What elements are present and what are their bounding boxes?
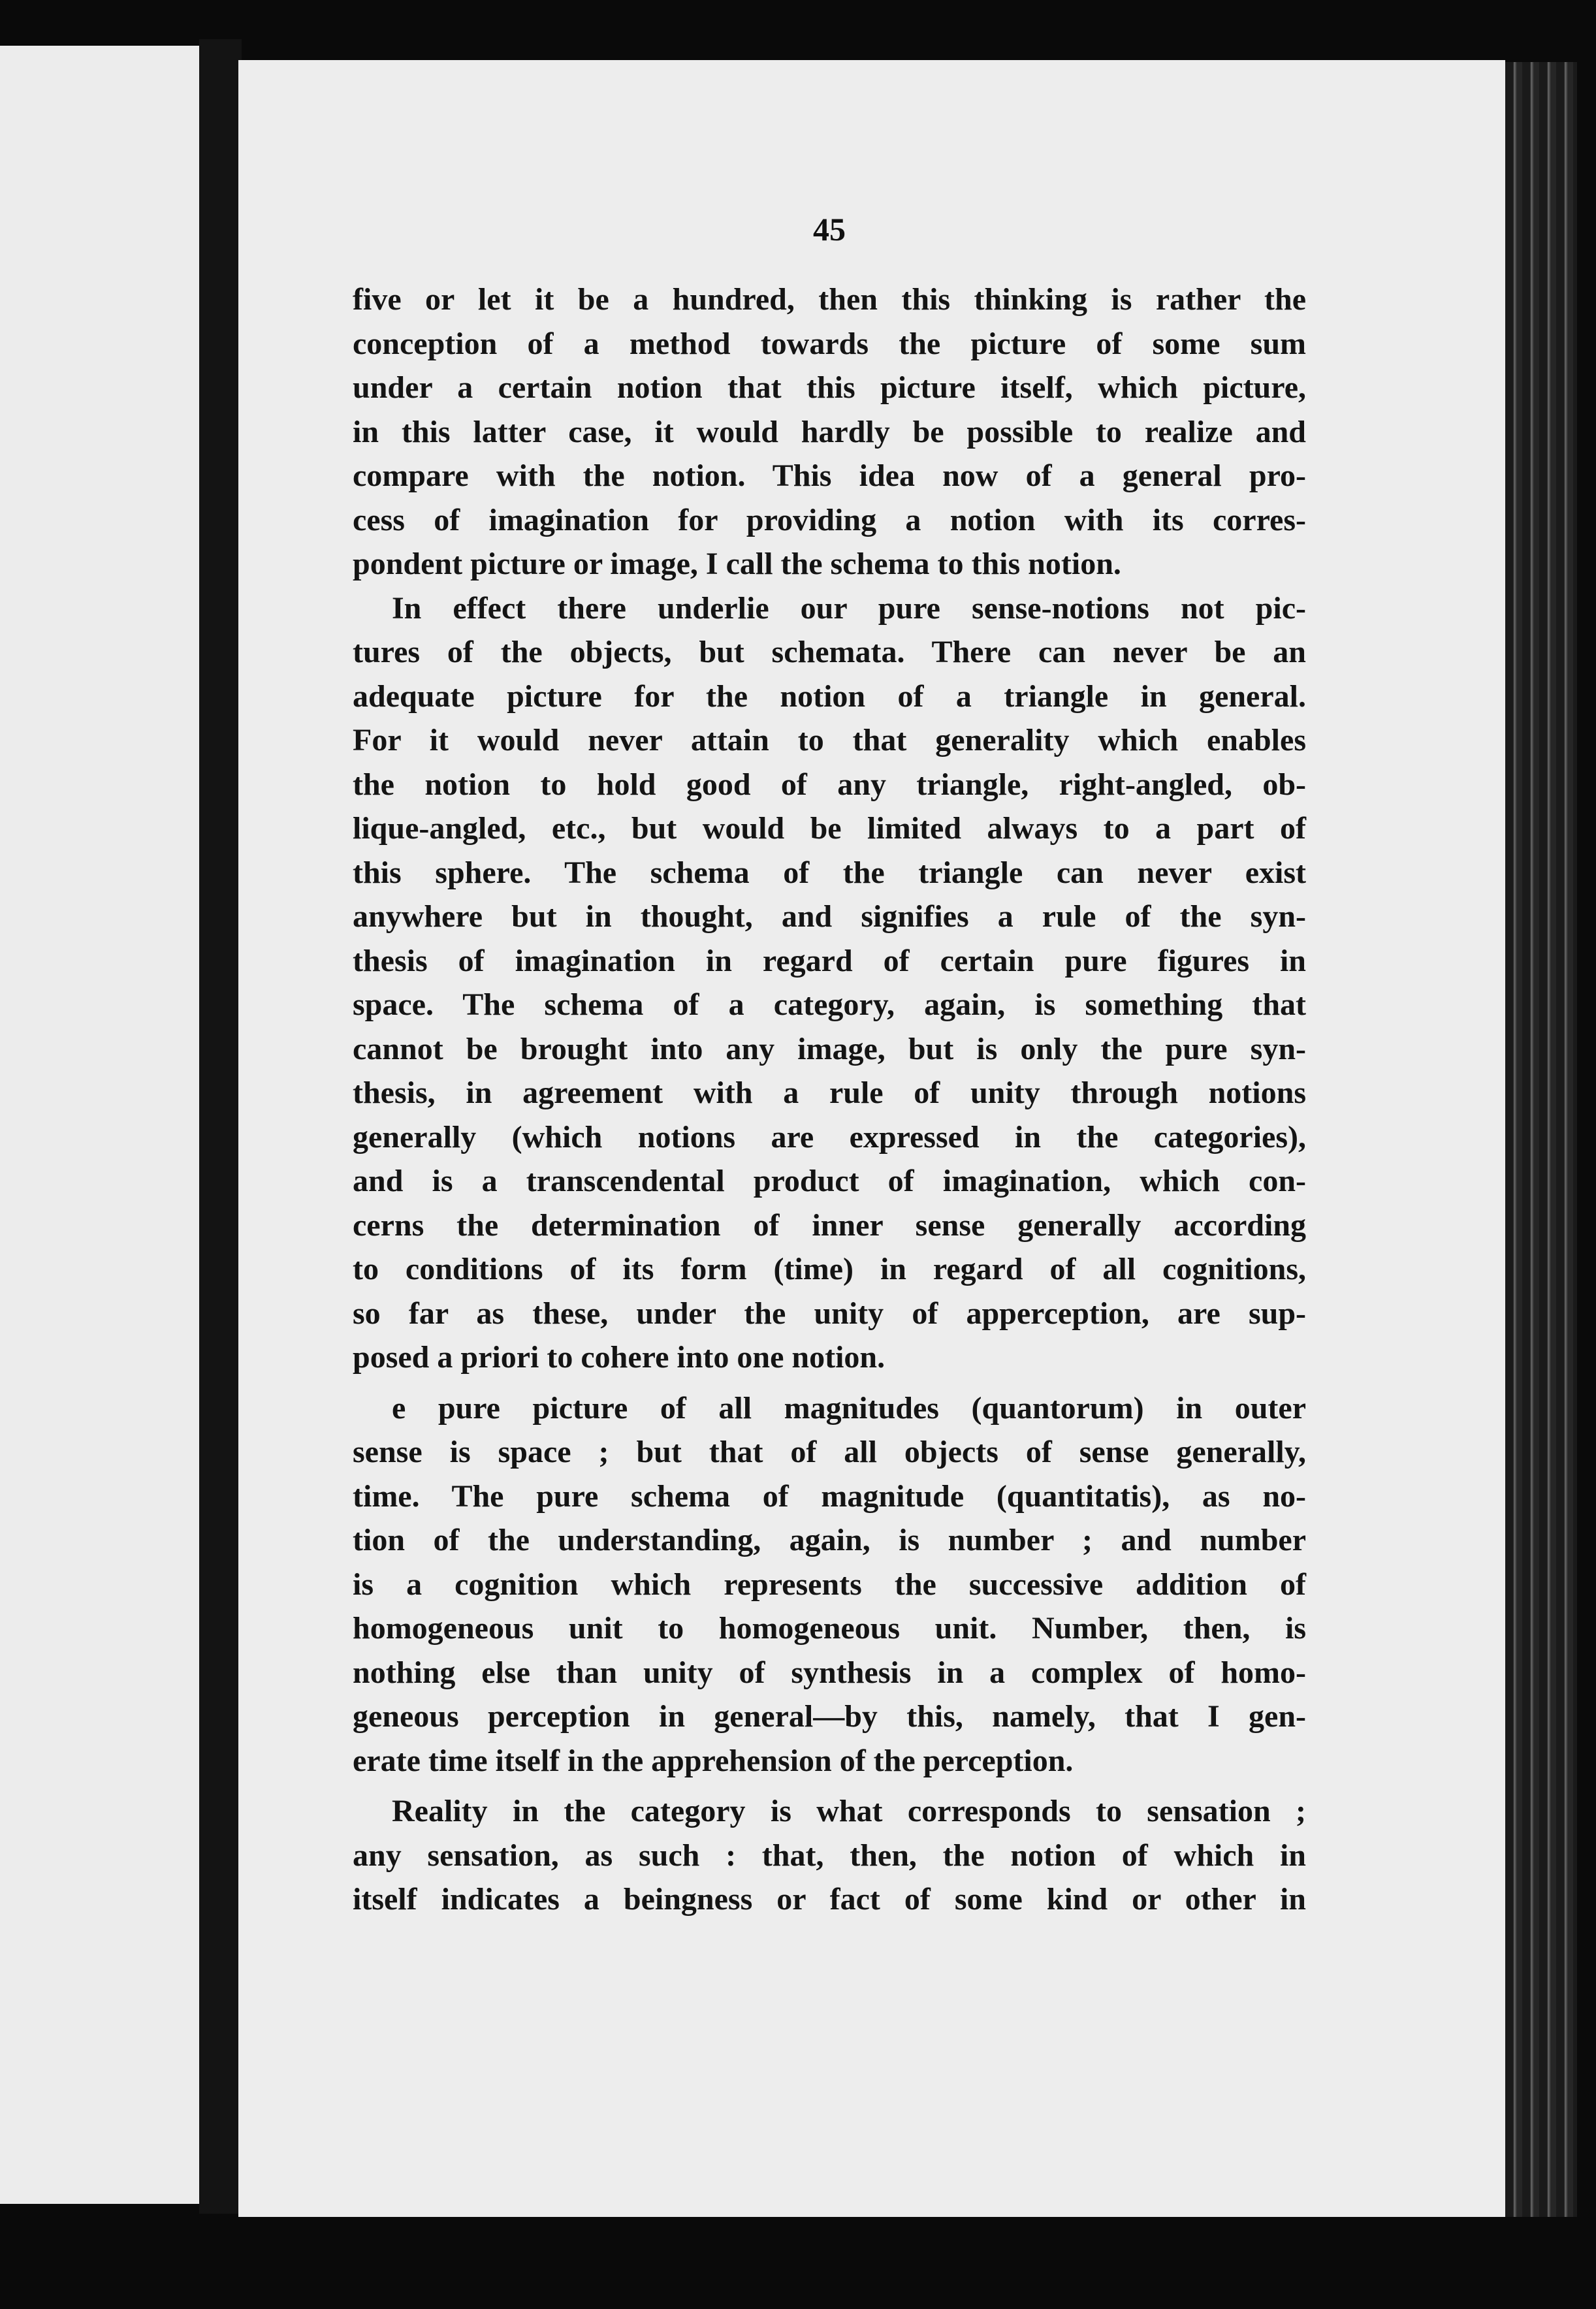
text-line: For it would never attain to that generality which enables — [353, 723, 1306, 757]
left-page-edge — [0, 46, 203, 2204]
text-line: generally (which notions are expressed in the categories), — [353, 1119, 1306, 1154]
text-line: sense is space ; but that of all objects of sense generally, — [353, 1435, 1306, 1469]
text-line: itself indicates a beingness or fact of some kind or other in — [353, 1882, 1306, 1917]
text-line: this sphere. The schema of the triangle can never exist — [353, 855, 1306, 890]
text-line: the notion to hold good of any triangle, right-angled, ob- — [353, 767, 1306, 802]
text-line: cannot be brought into any image, but is only the pure syn- — [353, 1031, 1306, 1066]
text-line: five or let it be a hundred, then this thinking is rather the — [353, 282, 1306, 317]
text-line: nothing else than unity of synthesis in a complex of homo- — [353, 1655, 1306, 1690]
page-stack-edge — [1505, 62, 1577, 2217]
text-line: cess of imagination for providing a notion with its corres- — [353, 502, 1306, 537]
text-line: any sensation, as such : that, then, the notion of which in — [353, 1838, 1306, 1873]
text-line: so far as these, under the unity of apperception, are sup- — [353, 1296, 1306, 1331]
page-number: 45 — [813, 211, 846, 247]
text-line: anywhere but in thought, and signifies a rule of the syn- — [353, 899, 1306, 934]
text-line: time. The pure schema of magnitude (quantitatis), as no- — [353, 1478, 1306, 1514]
text-line: in this latter case, it would hardly be possible to realize and — [353, 414, 1306, 449]
text-line: space. The schema of a category, again, is something that — [353, 987, 1306, 1022]
text-line: posed a priori to cohere into one notion. — [353, 1340, 886, 1375]
text-line: and is a transcendental product of imagination, which con- — [353, 1164, 1306, 1198]
book-gutter — [199, 39, 242, 2214]
paragraph-start-line: e pure picture of all magnitudes (quantorum) in outer — [392, 1390, 1306, 1425]
body-text — [353, 278, 1306, 1922]
text-line: geneous perception in general—by this, namely, that I gen- — [353, 1699, 1306, 1734]
text-line: cerns the determination of inner sense generally according — [353, 1207, 1306, 1243]
text-line: tion of the understanding, again, is number ; and number — [353, 1523, 1306, 1557]
paragraph-start-line: In effect there underlie our pure sense-notions not pic- — [392, 590, 1306, 626]
paragraph-start-line: Reality in the category is what corresponds to sensation ; — [392, 1794, 1306, 1828]
text-line: lique-angled, etc., but would be limited always to a part of — [353, 811, 1306, 846]
text-line: homogeneous unit to homogeneous unit. Number, then, is — [353, 1611, 1306, 1646]
text-line: thesis of imagination in regard of certain pure figures in — [353, 943, 1306, 978]
text-line: under a certain notion that this picture itself, which picture, — [353, 370, 1306, 405]
text-line: is a cognition which represents the successive addition of — [353, 1567, 1306, 1602]
text-line: compare with the notion. This idea now of a general pro- — [353, 458, 1306, 493]
text-line: thesis, in agreement with a rule of unity through notions — [353, 1075, 1306, 1110]
text-line: tures of the objects, but schemata. There can never be an — [353, 635, 1306, 669]
text-line: conception of a method towards the picture of some sum — [353, 326, 1306, 361]
text-line: adequate picture for the notion of a triangle in general. — [353, 678, 1306, 714]
text-line: erate time itself in the apprehension of the perception. — [353, 1743, 1074, 1778]
text-line: to conditions of its form (time) in regard of all cognitions, — [353, 1252, 1306, 1286]
text-line: pondent picture or image, I call the schema to this notion. — [353, 547, 1121, 581]
